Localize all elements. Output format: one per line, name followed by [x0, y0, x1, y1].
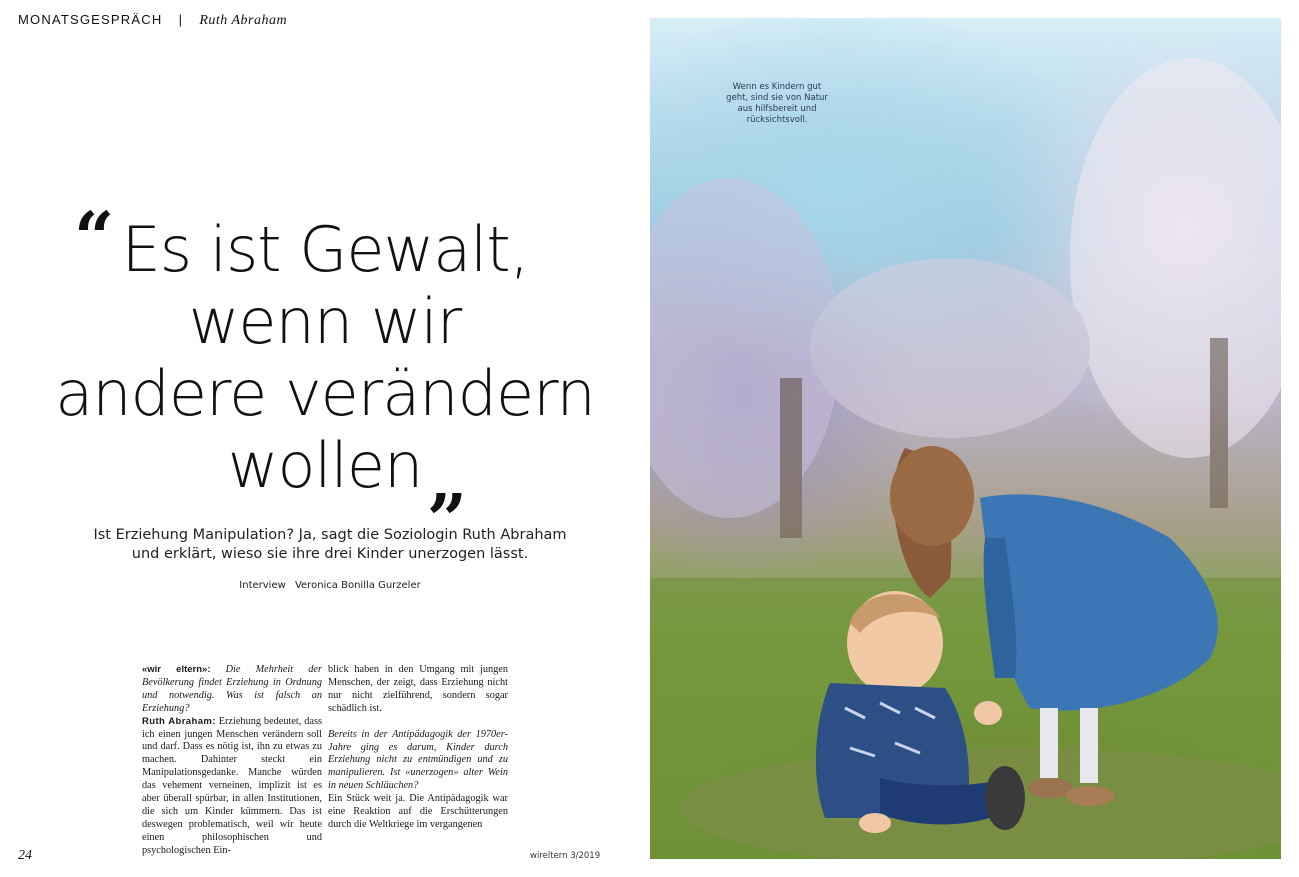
header-author: Ruth Abraham — [199, 13, 288, 28]
page-header — [18, 12, 287, 29]
credit-name: Veronica Bonilla Gurzeler — [294, 580, 421, 591]
photo-children-in-orchard — [650, 18, 1281, 859]
headline-line-1: Es ist Gewalt, — [121, 213, 529, 286]
headline-line-2: wenn wir — [188, 285, 462, 358]
interview-credit — [60, 580, 600, 591]
quote-open-mark: “ — [74, 196, 114, 279]
answer-2: Ein Stück weit ja. Die Antipädagogik war eine Reaktion auf die Erschütterungen durch die Weltkriege im vergangenen — [328, 793, 508, 830]
answer-speaker: Ruth Abraham: — [142, 715, 216, 727]
header-separator: | — [178, 12, 184, 27]
headline-quote — [30, 196, 620, 521]
headline-line-4: wollen — [227, 429, 423, 502]
answer-1-continued: blick haben in den Umgang mit jungen Menschen, der zeigt, dass Erziehung nicht nur nicht zielführend, sondern sogar schädlich ist. — [328, 664, 508, 714]
quote-close-mark: „ — [428, 438, 468, 521]
page-number: 24 — [18, 848, 32, 863]
children-illustration — [650, 18, 1281, 859]
lead-paragraph — [60, 526, 600, 564]
lead-line-2: und erklärt, wieso sie ihre drei Kinder unerzogen lässt. — [131, 546, 529, 562]
answer-1: Erziehung bedeutet, dass ich einen jungen Menschen verändern soll und darf. Dass es nötig ist, ihn zu etwas zu machen. Dahinter steckt ein Manipulationsgedanke. Manche würden das vehement verneinen, implizit ist es aber überall spürbar, in allen Institutionen, die sich um Kinder kümmern. Das ist deswegen problematisch, weil wir heute einen philosophischen und psychologischen Ein- — [142, 715, 322, 856]
headline-line-3: andere verändern — [55, 357, 595, 430]
magazine-footer: wireltern 3/2019 — [530, 851, 601, 861]
body-column-1 — [142, 664, 322, 858]
question-1: Die Mehrheit der Bevölkerung findet Erziehung in Ordnung und notwendig. Was ist falsch an Erziehung? — [142, 664, 322, 714]
lead-line-1: Ist Erziehung Manipulation? Ja, sagt die Soziologin Ruth Abraham — [93, 527, 567, 543]
photo-caption: Wenn es Kindern gut geht, sind sie von Natur aus hilfsbereit und rücksichtsvoll. — [726, 82, 828, 125]
credit-label: Interview — [239, 580, 286, 591]
body-column-2 — [328, 664, 508, 832]
question-speaker: «wir eltern»: — [142, 664, 211, 675]
question-2: Bereits in der Antipädagogik der 1970er-Jahre ging es darum, Kinder durch Erziehung nicht zu entmündigen und zu manipulieren. Ist «unerzogen» alter Wein in neuen Schläuchen? — [328, 728, 508, 792]
left-page — [0, 0, 640, 877]
section-title: MONATSGESPRÄCH — [18, 12, 163, 27]
